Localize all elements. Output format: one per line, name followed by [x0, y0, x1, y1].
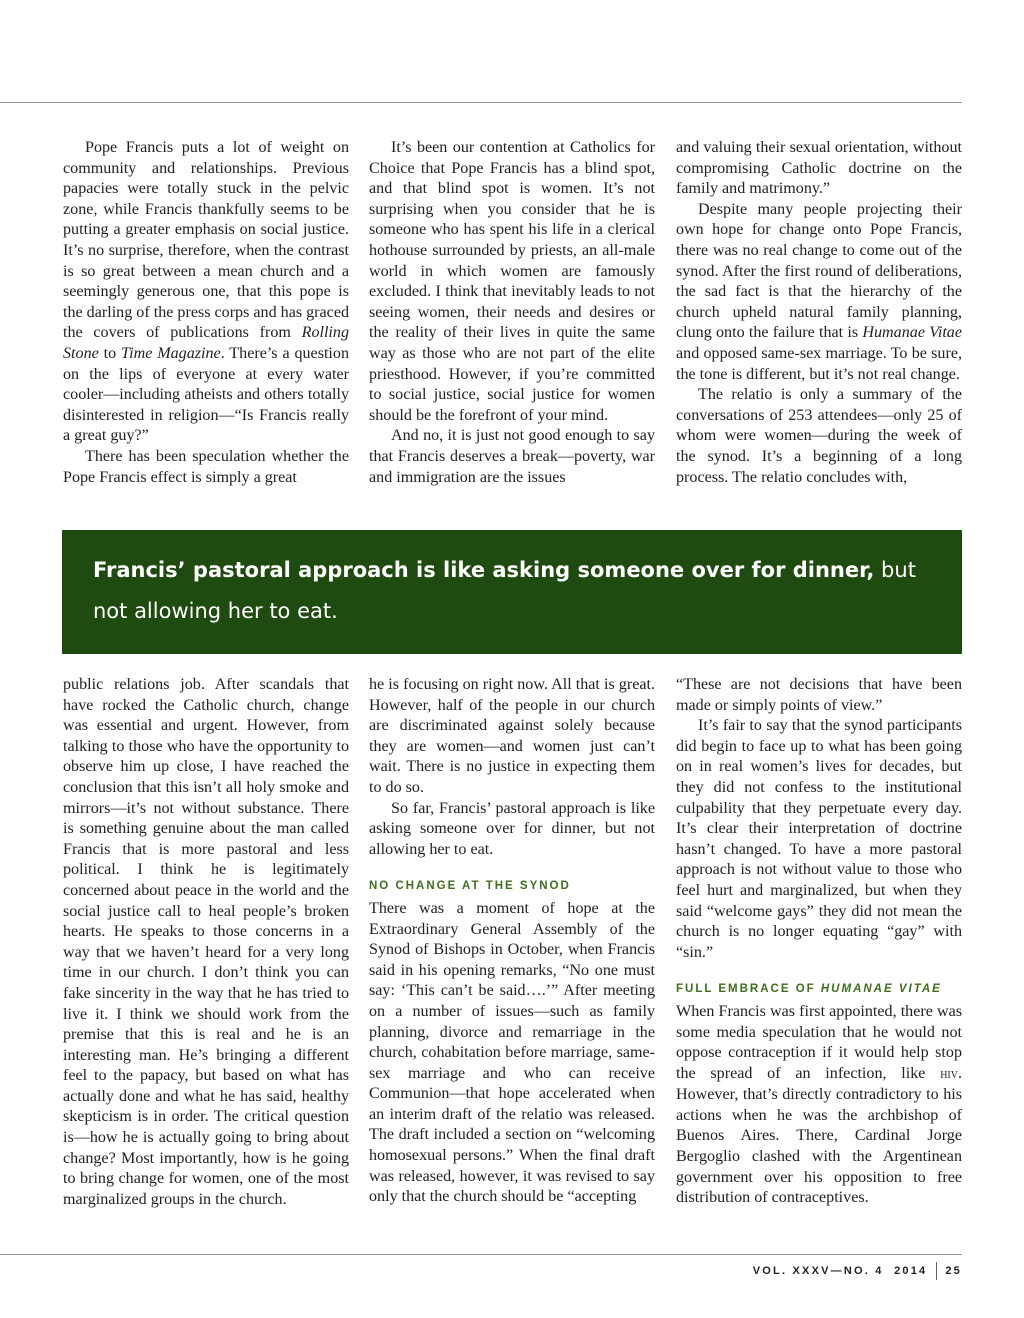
- pull-quote: [62, 530, 962, 654]
- paragraph: It’s been our contention at Catholics for Choice that Pope Francis has a blind spot, and that blind spot is women. It’s not surprising when you consider that he is someone who has spent his life in a clerical hothouse surrounded by priests, an all-male world in which women are famously excluded. I think that inevitably leads to not seeing women, their needs and desires or the reality of their lives in quite the same way as those who are not part of the elite priesthood. However, if you’re committed to social justice, social justice for women should be the forefront of your mind.: [369, 139, 655, 424]
- paragraph: “These are not decisions that have been made or simply points of view.”: [676, 676, 962, 714]
- folio: [753, 1262, 962, 1280]
- lower-column-3: [676, 675, 962, 1235]
- paragraph: he is focusing on right now. All that is great. However, half of the people in our church are discriminated against solely because they are women—and women just can’t wait. There is no justice in expecting them to do so.: [369, 676, 655, 796]
- upper-column-2: [369, 138, 655, 510]
- pull-quote-rest: but not allowing her to eat.: [93, 558, 916, 623]
- issue-label: VOL. XXXV—NO. 4 2014: [752, 1265, 928, 1277]
- folio-divider: [936, 1262, 937, 1280]
- lower-column-2: [369, 675, 655, 1235]
- lower-column-1: [63, 675, 349, 1235]
- pull-quote-bold: Francis’ pastoral approach is like asking someone over for dinner,: [93, 558, 875, 582]
- paragraph: It’s fair to say that the synod participants did begin to face up to what has been going on in real women’s lives for decades, but they did not confess to the institutional culpability that they perpetuate every day. It’s clear their interpretation of doctrine hasn’t changed. To have a more pastoral approach is not without value to those who feel hurt and marginalized, but when they said “welcome gays” they did not mean the church is no longer equating “gay” with “sin.”: [676, 717, 962, 961]
- upper-column-1: [63, 138, 349, 510]
- page-number: 25: [945, 1265, 962, 1277]
- paragraph: Pope Francis puts a lot of weight on community and relationships. Previous papacies were totally stuck in the pelvic zone, while Francis thankfully seems to be putting a greater emphasis on social justice. It’s no surprise, therefore, when the contrast is so great between a mean church and a seemingly generous one, that this pope is the darling of the press corps and has graced the covers of publications from Rolling Stone to Time Magazine. There’s a question on the lips of everyone at every water cooler—including atheists and others totally disinterested in religion—“Is Francis really a great guy?”: [63, 139, 350, 445]
- upper-column-3: [676, 138, 962, 510]
- paragraph: There has been speculation whether the Pope Francis effect is simply a great: [63, 447, 349, 486]
- paragraph: Despite many people projecting their own hope for change onto Pope Francis, there was no real change to come out of the synod. After the first round of deliberations, the sad fact is that the hierarchy of the church upheld natural family planning, clung onto the failure that is Humanae Vitae and opposed same-sex marriage. To be sure, the tone is different, but it’s not real change.: [676, 200, 962, 383]
- paragraph: and valuing their sexual orientation, without compromising Catholic doctrine on the family and matrimony.”: [676, 139, 962, 198]
- header-rule: [0, 102, 962, 103]
- paragraph: The relatio is only a summary of the conversations of 253 attendees—only 25 of whom were women—during the week of the synod. It’s a beginning of a long process. The relatio concludes with,: [676, 386, 962, 486]
- paragraph: When Francis was first appointed, there was some media speculation that he would not oppose contraception if it would help stop the spread of an infection, like hiv. However, that’s directly contradictory to his actions when he was the archbishop of Buenos Aires. There, Cardinal Jorge Bergoglio clashed with the Argentinean government over his opposition to free distribution of contraceptives.: [676, 1002, 962, 1207]
- footer-rule: [0, 1254, 962, 1255]
- section-heading-synod: NO CHANGE AT THE SYNOD: [369, 880, 571, 893]
- paragraph: There was a moment of hope at the Extraordinary General Assembly of the Synod of Bishops in October, when Francis said in his opening remarks, “No one must say: ‘This can’t be said….’” After meeting on a number of issues—such as family planning, divorce and remarriage in the church, cohabitation before marriage, same-sex marriage and who can receive Communion—that hope accelerated when an interim draft of the relatio was released. The draft included a section on “welcoming homosexual persons.” When the final draft was released, however, it was revised to say only that the church should be “accepting: [369, 899, 655, 1206]
- paragraph: public relations job. After scandals that have rocked the Catholic church, change was essential and urgent. However, from talking to those who have the opportunity to observe him up close, I have reached the conclusion that this isn’t all holy smoke and mirrors—it’s not without substance. There is something genuine about the man called Francis that is more pastoral and less political. I think he is legitimately concerned about peace in the world and the social justice call to heal people’s broken hearts. He speaks to those concerns in a way that we haven’t heard for a very long time in our church. I don’t think you can fake sincerity in the way that he has tried to live it. I think we should work from the premise that this is real and he is an interesting man. He’s bringing a different feel to the papacy, but based on what has actually done and what he has said, healthy skepticism is in order. The critical question is—how he is actually going to bring about change? Most importantly, how is he going to bring change for women, one of the most marginalized groups in the church.: [63, 676, 349, 1208]
- paragraph: So far, Francis’ pastoral approach is like asking someone over for dinner, but not allowing her to eat.: [369, 799, 655, 858]
- section-heading-humanae-vitae: FULL EMBRACE OF HUMANAE VITAE: [676, 983, 942, 996]
- paragraph: And no, it is just not good enough to say that Francis deserves a break—poverty, war and immigration are the issues: [369, 427, 655, 486]
